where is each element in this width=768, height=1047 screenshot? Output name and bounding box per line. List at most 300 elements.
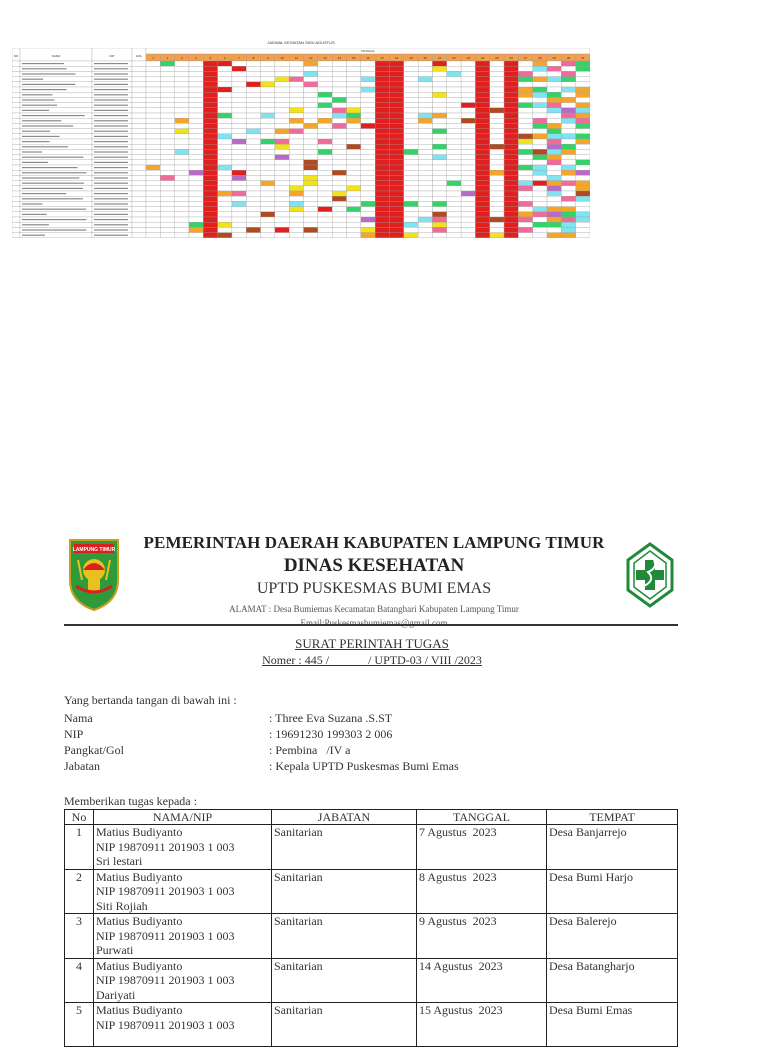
- schedule-day-cell: [232, 175, 246, 180]
- schedule-day-cell: [332, 87, 346, 92]
- schedule-day-cell: [361, 129, 375, 134]
- schedule-nip-placeholder: [94, 136, 128, 137]
- schedule-day-cell: [289, 191, 303, 196]
- schedule-day-cell: [447, 129, 461, 134]
- schedule-day-cell: [289, 129, 303, 134]
- schedule-day-cell: [160, 186, 174, 191]
- schedule-day-cell: [490, 207, 504, 212]
- schedule-day-cell: [561, 71, 575, 76]
- schedule-day-cell: [432, 92, 446, 97]
- cell-no: 1: [65, 825, 94, 870]
- schedule-day-cell: [490, 123, 504, 128]
- schedule-day-cell: [218, 170, 232, 175]
- schedule-day-cell: [332, 113, 346, 118]
- schedule-day-cell: [432, 155, 446, 160]
- schedule-day-cell: [576, 212, 590, 217]
- schedule-day-cell: [432, 191, 446, 196]
- schedule-day-cell: [389, 77, 403, 82]
- schedule-day-cell: [518, 217, 532, 222]
- schedule-day-cell: [347, 149, 361, 154]
- schedule-day-cell: [261, 66, 275, 71]
- schedule-row-no: [12, 201, 20, 206]
- schedule-day-cell: [475, 134, 489, 139]
- schedule-name-placeholder: [22, 68, 67, 69]
- schedule-day-cell: [418, 82, 432, 87]
- schedule-day-cell: [232, 134, 246, 139]
- schedule-day-cell: [289, 123, 303, 128]
- schedule-day-cell: [461, 103, 475, 108]
- schedule-day-cell: [475, 66, 489, 71]
- schedule-day-cell: [432, 61, 446, 66]
- schedule-day-cell: [533, 118, 547, 123]
- schedule-day-cell: [447, 181, 461, 186]
- schedule-day-cell: [461, 201, 475, 206]
- schedule-header-group-label: TANGGAL: [360, 49, 376, 53]
- schedule-day-cell: [504, 155, 518, 160]
- schedule-name-placeholder: [22, 162, 48, 163]
- schedule-row-no: [12, 170, 20, 175]
- schedule-row-gol: [132, 129, 146, 134]
- schedule-day-cell: [289, 222, 303, 227]
- schedule-day-cell: [576, 123, 590, 128]
- schedule-day-cell: [275, 170, 289, 175]
- schedule-day-cell: [347, 212, 361, 217]
- schedule-day-cell: [576, 61, 590, 66]
- schedule-day-cell: [547, 149, 561, 154]
- schedule-day-cell: [203, 191, 217, 196]
- schedule-day-cell: [232, 160, 246, 165]
- schedule-day-cell: [432, 77, 446, 82]
- schedule-row-gol: [132, 212, 146, 217]
- schedule-day-cell: [289, 149, 303, 154]
- schedule-day-cell: [461, 191, 475, 196]
- schedule-day-label: 10: [280, 56, 284, 60]
- schedule-day-label: 7: [238, 56, 240, 60]
- schedule-day-cell: [361, 71, 375, 76]
- schedule-day-cell: [504, 160, 518, 165]
- schedule-day-cell: [189, 227, 203, 232]
- schedule-day-cell: [504, 113, 518, 118]
- schedule-day-cell: [332, 212, 346, 217]
- schedule-day-cell: [518, 61, 532, 66]
- schedule-day-cell: [332, 160, 346, 165]
- schedule-day-cell: [418, 196, 432, 201]
- schedule-day-cell: [347, 61, 361, 66]
- schedule-day-cell: [533, 82, 547, 87]
- schedule-day-cell: [275, 233, 289, 238]
- schedule-day-cell: [404, 77, 418, 82]
- schedule-day-cell: [490, 82, 504, 87]
- schedule-day-cell: [318, 149, 332, 154]
- schedule-day-cell: [404, 61, 418, 66]
- schedule-day-cell: [361, 217, 375, 222]
- schedule-row-gol: [132, 103, 146, 108]
- schedule-day-cell: [218, 196, 232, 201]
- schedule-day-cell: [576, 191, 590, 196]
- schedule-day-cell: [389, 66, 403, 71]
- schedule-day-cell: [146, 118, 160, 123]
- schedule-day-cell: [576, 196, 590, 201]
- schedule-sheet: [12, 38, 590, 244]
- schedule-nip-placeholder: [94, 89, 128, 90]
- schedule-day-cell: [389, 113, 403, 118]
- schedule-name-placeholder: [22, 167, 78, 168]
- schedule-day-cell: [447, 103, 461, 108]
- lampung-timur-logo: [66, 536, 122, 612]
- schedule-day-cell: [447, 87, 461, 92]
- schedule-row-no: [12, 139, 20, 144]
- schedule-day-cell: [232, 149, 246, 154]
- schedule-day-cell: [146, 129, 160, 134]
- schedule-day-cell: [404, 186, 418, 191]
- schedule-row-no: [12, 222, 20, 227]
- schedule-day-cell: [404, 227, 418, 232]
- schedule-day-cell: [218, 165, 232, 170]
- schedule-day-cell: [246, 129, 260, 134]
- schedule-day-cell: [261, 217, 275, 222]
- schedule-day-cell: [347, 71, 361, 76]
- cell-nip-line: NIP 19870911 201903 1 003: [96, 884, 235, 898]
- schedule-day-cell: [189, 113, 203, 118]
- schedule-day-cell: [218, 113, 232, 118]
- schedule-day-cell: [289, 212, 303, 217]
- schedule-day-cell: [404, 191, 418, 196]
- schedule-day-cell: [361, 227, 375, 232]
- schedule-day-cell: [318, 170, 332, 175]
- schedule-day-cell: [576, 160, 590, 165]
- schedule-day-cell: [504, 92, 518, 97]
- letterhead-text: [134, 530, 614, 630]
- schedule-day-cell: [490, 170, 504, 175]
- schedule-day-cell: [218, 186, 232, 191]
- schedule-day-cell: [432, 134, 446, 139]
- schedule-day-cell: [146, 66, 160, 71]
- schedule-day-cell: [533, 139, 547, 144]
- schedule-day-cell: [518, 139, 532, 144]
- schedule-day-cell: [275, 196, 289, 201]
- cell-tanggal: 8 Agustus 2023: [417, 869, 547, 914]
- schedule-day-cell: [447, 134, 461, 139]
- schedule-day-cell: [418, 92, 432, 97]
- schedule-day-cell: [332, 108, 346, 113]
- schedule-day-cell: [389, 149, 403, 154]
- schedule-day-cell: [146, 123, 160, 128]
- schedule-day-cell: [432, 87, 446, 92]
- schedule-day-cell: [218, 118, 232, 123]
- schedule-name-placeholder: [22, 235, 45, 236]
- schedule-day-cell: [475, 61, 489, 66]
- cell-tempat: Desa Bumi Emas: [547, 1003, 678, 1047]
- schedule-day-cell: [504, 87, 518, 92]
- schedule-day-cell: [218, 212, 232, 217]
- schedule-day-cell: [261, 227, 275, 232]
- schedule-day-cell: [447, 222, 461, 227]
- schedule-day-cell: [447, 118, 461, 123]
- schedule-day-cell: [461, 155, 475, 160]
- schedule-day-cell: [218, 160, 232, 165]
- schedule-day-cell: [533, 233, 547, 238]
- schedule-name-placeholder: [22, 115, 85, 116]
- schedule-day-cell: [261, 71, 275, 76]
- schedule-day-cell: [261, 222, 275, 227]
- schedule-day-cell: [576, 207, 590, 212]
- schedule-day-cell: [375, 118, 389, 123]
- schedule-day-cell: [261, 113, 275, 118]
- schedule-day-cell: [160, 217, 174, 222]
- schedule-day-cell: [404, 103, 418, 108]
- schedule-day-cell: [160, 181, 174, 186]
- assignment-intro: Memberikan tugas kepada :: [64, 794, 197, 808]
- schedule-day-cell: [547, 207, 561, 212]
- schedule-day-cell: [275, 212, 289, 217]
- schedule-day-cell: [547, 170, 561, 175]
- schedule-day-cell: [304, 181, 318, 186]
- signer-row: [64, 726, 680, 742]
- schedule-day-cell: [475, 92, 489, 97]
- schedule-day-cell: [576, 134, 590, 139]
- schedule-day-cell: [576, 217, 590, 222]
- schedule-day-cell: [389, 97, 403, 102]
- schedule-day-cell: [561, 181, 575, 186]
- schedule-day-cell: [232, 139, 246, 144]
- schedule-day-cell: [246, 87, 260, 92]
- schedule-day-cell: [347, 155, 361, 160]
- schedule-day-cell: [218, 61, 232, 66]
- schedule-day-cell: [375, 144, 389, 149]
- schedule-day-cell: [461, 175, 475, 180]
- schedule-day-cell: [547, 77, 561, 82]
- schedule-day-cell: [246, 155, 260, 160]
- schedule-day-cell: [246, 212, 260, 217]
- letterhead-rule: [64, 624, 678, 626]
- letterhead: [64, 530, 680, 628]
- schedule-day-cell: [475, 144, 489, 149]
- schedule-day-cell: [246, 196, 260, 201]
- schedule-day-cell: [289, 82, 303, 87]
- cell-tanggal: 15 Agustus 2023: [417, 1003, 547, 1047]
- schedule-day-cell: [332, 123, 346, 128]
- schedule-day-cell: [475, 97, 489, 102]
- schedule-day-cell: [189, 92, 203, 97]
- cell-tempat: Desa Bumi Harjo: [547, 869, 678, 914]
- schedule-day-cell: [447, 108, 461, 113]
- schedule-day-cell: [246, 77, 260, 82]
- schedule-day-cell: [447, 123, 461, 128]
- schedule-day-cell: [504, 61, 518, 66]
- schedule-day-label: 24: [480, 56, 485, 60]
- schedule-day-cell: [432, 129, 446, 134]
- schedule-name-placeholder: [22, 84, 75, 85]
- schedule-day-cell: [375, 97, 389, 102]
- schedule-row-gol: [132, 77, 146, 82]
- schedule-day-cell: [146, 92, 160, 97]
- schedule-day-cell: [275, 227, 289, 232]
- schedule-day-cell: [146, 165, 160, 170]
- schedule-day-cell: [146, 201, 160, 206]
- schedule-nip-placeholder: [94, 146, 128, 147]
- schedule-day-cell: [261, 129, 275, 134]
- cell-nip-line: NIP 19870911 201903 1 003: [96, 1017, 235, 1032]
- schedule-day-cell: [246, 134, 260, 139]
- schedule-day-cell: [275, 66, 289, 71]
- schedule-row-no: [12, 123, 20, 128]
- schedule-name-placeholder: [22, 157, 83, 158]
- schedule-day-cell: [432, 118, 446, 123]
- schedule-day-cell: [218, 217, 232, 222]
- schedule-day-cell: [504, 118, 518, 123]
- cell-jabatan: Sanitarian: [272, 914, 417, 959]
- schedule-day-cell: [576, 113, 590, 118]
- schedule-day-cell: [189, 222, 203, 227]
- schedule-day-cell: [304, 129, 318, 134]
- schedule-day-cell: [518, 97, 532, 102]
- schedule-day-cell: [533, 160, 547, 165]
- schedule-day-cell: [490, 77, 504, 82]
- schedule-day-cell: [289, 227, 303, 232]
- schedule-day-cell: [218, 207, 232, 212]
- schedule-day-cell: [218, 175, 232, 180]
- schedule-day-cell: [261, 170, 275, 175]
- schedule-day-cell: [289, 233, 303, 238]
- schedule-day-cell: [318, 118, 332, 123]
- schedule-day-cell: [404, 113, 418, 118]
- schedule-day-cell: [203, 155, 217, 160]
- schedule-day-cell: [203, 149, 217, 154]
- schedule-day-cell: [561, 155, 575, 160]
- schedule-row-gol: [132, 61, 146, 66]
- schedule-day-cell: [389, 123, 403, 128]
- schedule-day-cell: [490, 71, 504, 76]
- schedule-day-cell: [361, 118, 375, 123]
- schedule-day-cell: [246, 233, 260, 238]
- schedule-row-no: [12, 191, 20, 196]
- schedule-nip-placeholder: [94, 214, 128, 215]
- schedule-day-cell: [475, 77, 489, 82]
- schedule-day-cell: [304, 186, 318, 191]
- schedule-day-cell: [432, 113, 446, 118]
- schedule-day-cell: [232, 201, 246, 206]
- schedule-day-cell: [547, 196, 561, 201]
- schedule-day-label: 27: [523, 56, 528, 60]
- schedule-day-cell: [533, 61, 547, 66]
- schedule-day-label: 1: [152, 56, 154, 60]
- schedule-day-cell: [232, 113, 246, 118]
- schedule-day-cell: [447, 77, 461, 82]
- schedule-day-cell: [504, 227, 518, 232]
- schedule-day-cell: [389, 103, 403, 108]
- schedule-day-cell: [432, 160, 446, 165]
- schedule-day-cell: [461, 222, 475, 227]
- schedule-day-cell: [518, 144, 532, 149]
- schedule-day-cell: [447, 155, 461, 160]
- schedule-day-cell: [576, 129, 590, 134]
- schedule-day-cell: [203, 97, 217, 102]
- schedule-day-cell: [404, 207, 418, 212]
- schedule-day-cell: [347, 196, 361, 201]
- schedule-day-cell: [461, 71, 475, 76]
- schedule-day-label: 30: [566, 56, 571, 60]
- schedule-name-placeholder: [22, 146, 68, 147]
- schedule-day-cell: [146, 160, 160, 165]
- schedule-day-cell: [203, 217, 217, 222]
- schedule-header-nip-label: NIP: [109, 54, 115, 58]
- schedule-row-gol: [132, 144, 146, 149]
- schedule-day-cell: [318, 77, 332, 82]
- schedule-day-cell: [246, 123, 260, 128]
- schedule-day-cell: [561, 144, 575, 149]
- schedule-day-cell: [561, 108, 575, 113]
- schedule-day-cell: [461, 170, 475, 175]
- schedule-day-cell: [447, 217, 461, 222]
- schedule-day-cell: [246, 113, 260, 118]
- schedule-day-cell: [261, 77, 275, 82]
- schedule-day-cell: [246, 222, 260, 227]
- schedule-day-cell: [518, 227, 532, 232]
- schedule-day-label: 31: [581, 56, 585, 60]
- schedule-day-cell: [175, 201, 189, 206]
- schedule-row-no: [12, 66, 20, 71]
- schedule-day-cell: [203, 113, 217, 118]
- schedule-day-cell: [518, 123, 532, 128]
- schedule-day-cell: [347, 123, 361, 128]
- schedule-day-cell: [232, 123, 246, 128]
- schedule-day-cell: [289, 181, 303, 186]
- schedule-day-cell: [347, 77, 361, 82]
- schedule-nip-placeholder: [94, 177, 128, 178]
- schedule-day-cell: [318, 103, 332, 108]
- schedule-day-cell: [289, 97, 303, 102]
- schedule-header-no-label: NO: [13, 54, 19, 58]
- schedule-day-cell: [490, 149, 504, 154]
- schedule-row-no: [12, 92, 20, 97]
- schedule-day-cell: [447, 207, 461, 212]
- schedule-day-cell: [232, 71, 246, 76]
- schedule-day-cell: [347, 118, 361, 123]
- schedule-day-cell: [189, 181, 203, 186]
- schedule-row-no: [12, 149, 20, 154]
- schedule-nip-placeholder: [94, 79, 128, 80]
- schedule-day-cell: [418, 191, 432, 196]
- schedule-day-cell: [418, 71, 432, 76]
- schedule-day-cell: [404, 201, 418, 206]
- schedule-day-cell: [504, 165, 518, 170]
- schedule-day-cell: [246, 82, 260, 87]
- schedule-day-cell: [475, 170, 489, 175]
- schedule-day-cell: [475, 139, 489, 144]
- schedule-day-cell: [261, 82, 275, 87]
- schedule-day-cell: [389, 233, 403, 238]
- schedule-day-cell: [218, 103, 232, 108]
- schedule-name-placeholder: [22, 99, 55, 100]
- letter-heading: [64, 636, 680, 668]
- schedule-day-cell: [304, 207, 318, 212]
- schedule-day-cell: [533, 175, 547, 180]
- cell-nama2-line: Purwati: [96, 943, 134, 957]
- schedule-day-cell: [189, 196, 203, 201]
- schedule-row-no: [12, 212, 20, 217]
- schedule-day-cell: [304, 196, 318, 201]
- schedule-day-cell: [461, 123, 475, 128]
- schedule-day-cell: [347, 160, 361, 165]
- schedule-day-cell: [404, 217, 418, 222]
- schedule-day-cell: [275, 175, 289, 180]
- kop-puskesmas: UPTD PUSKESMAS BUMI EMAS: [256, 580, 492, 597]
- schedule-day-cell: [175, 139, 189, 144]
- schedule-day-cell: [518, 113, 532, 118]
- schedule-day-cell: [232, 118, 246, 123]
- cell-jabatan: Sanitarian: [272, 1003, 417, 1047]
- schedule-day-cell: [189, 77, 203, 82]
